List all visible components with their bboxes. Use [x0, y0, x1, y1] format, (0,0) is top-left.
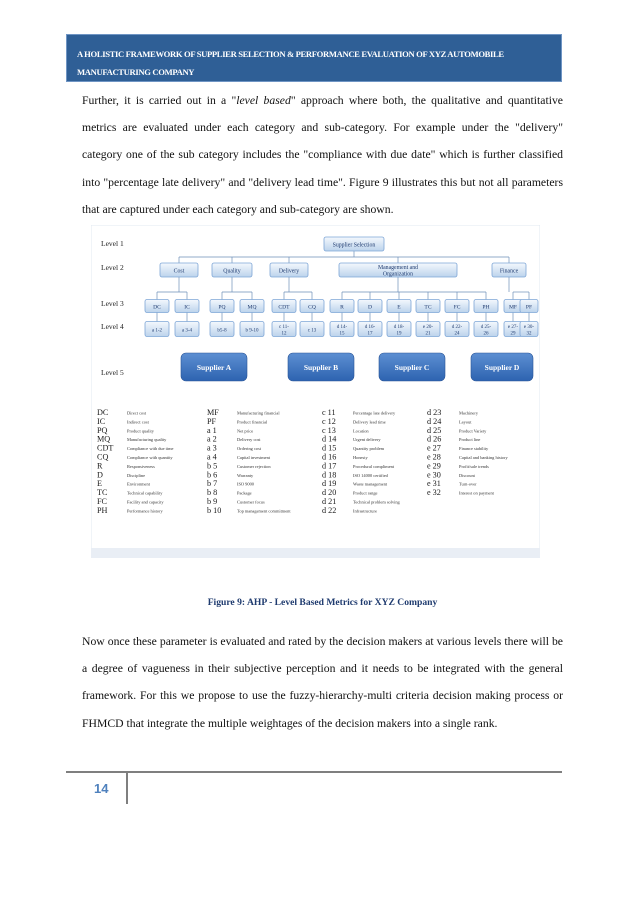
legend-code: d 16: [322, 452, 337, 462]
metric-1-label: a 3-4: [181, 328, 193, 334]
legend-description: Discount: [459, 472, 475, 478]
legend-code: CQ: [97, 452, 109, 462]
legend-code: d 14: [322, 434, 337, 444]
metric-7-label: 17: [367, 331, 373, 337]
metric-10-label: d 22-: [451, 325, 463, 331]
subcategory-12-label: MF: [508, 304, 518, 311]
para1-start: Further, it is carried out in a ": [82, 94, 237, 107]
subcategory-0-label: DC: [153, 304, 161, 311]
level-label: Level 5: [101, 368, 124, 377]
legend-code: a 4: [207, 452, 217, 462]
legend-code: d 19: [322, 479, 337, 489]
legend-description: Manufacturing quality: [127, 437, 167, 443]
legend-code: b 6: [207, 470, 218, 480]
legend-description: Location: [353, 428, 369, 434]
legend-description: Product financial: [237, 419, 268, 425]
legend-description: Technical capability: [127, 490, 163, 496]
category-3-label: Management and: [377, 265, 419, 272]
legend-description: Customer focus: [237, 499, 265, 505]
legend-code: d 21: [322, 497, 337, 506]
legend-description: Discipline: [127, 472, 146, 478]
metric-4-label: c 11-: [279, 325, 289, 331]
legend-code: e 30: [427, 470, 441, 480]
metric-7-label: d 16-: [364, 325, 376, 331]
legend-description: Waste management: [353, 481, 388, 487]
legend-code: D: [97, 470, 103, 480]
legend-description: Ordering cost: [237, 446, 262, 452]
legend-description: Direct cost: [127, 410, 147, 416]
subcategory-1-label: IC: [184, 304, 190, 311]
metric-13-label: e 30-: [523, 325, 535, 331]
subcategory-2-label: PQ: [218, 304, 226, 311]
header-line-1: A HOLISTIC FRAMEWORK OF SUPPLIER SELECTION & PERFORMANCE EVALUATION OF XYZ AUTOMOBILE: [77, 49, 504, 59]
legend-code: FC: [97, 497, 108, 506]
legend-description: Environment: [127, 481, 150, 487]
legend-code: R: [97, 461, 103, 471]
para1-rest: " approach where both, the qualitative and quantitative metrics are evaluated under each category and sub-category. For example under the "delivery" category one of the sub category includes the "compliance with due date" which is further classified into "percentage late delivery" and "delivery lead time". Figure 9 illustrates this but not all parameters that are captured under each category and sub-category are shown.: [82, 94, 563, 216]
subcategory-4-label: CDT: [278, 304, 290, 311]
legend-description: Responsiveness: [127, 463, 155, 469]
legend-description: Product range: [353, 490, 378, 496]
legend-description: Urgent delivery: [353, 437, 381, 443]
subcategory-10-label: FC: [453, 304, 461, 311]
footer-divider: [126, 773, 128, 804]
supplier-label: Supplier C: [394, 363, 430, 372]
legend-description: Procedural compliment: [353, 463, 395, 469]
legend-description: ISO 9000: [237, 481, 254, 487]
legend-description: Quantity problem: [353, 446, 385, 452]
legend-code: b 9: [207, 497, 218, 506]
metric-12-label: 29: [510, 331, 516, 337]
legend-code: d 15: [322, 443, 337, 453]
category-1-label: Quality: [223, 268, 241, 275]
legend-description: Net price: [237, 428, 254, 434]
metric-10-label: 24: [454, 331, 460, 337]
subcategory-9-label: TC: [424, 304, 432, 311]
legend-description: Profit/sale trends: [459, 463, 489, 469]
legend-code: d 24: [427, 416, 442, 426]
metric-13-label: 32: [526, 331, 532, 337]
level-label: Level 4: [101, 322, 124, 331]
metric-8-label: 19: [396, 331, 402, 337]
legend-description: Capital and banking history: [459, 455, 508, 460]
legend-description: Percentage late delivery: [353, 410, 396, 416]
legend-code: d 20: [322, 488, 337, 498]
legend-code: b 5: [207, 461, 218, 471]
legend-description: Warranty: [237, 472, 254, 478]
legend-code: c 13: [322, 425, 336, 435]
subcategory-11-label: PH: [482, 304, 490, 311]
legend-description: Machinery: [459, 410, 479, 416]
legend-code: PF: [207, 416, 217, 426]
subcategory-5-label: CQ: [308, 304, 316, 311]
legend-description: Honesty: [353, 455, 368, 460]
metric-4-label: 12: [281, 331, 287, 337]
legend-description: Delivery lead time: [353, 419, 386, 425]
legend-description: Performance history: [127, 508, 163, 514]
page-number: 14: [94, 781, 109, 796]
legend-description: Layout: [459, 419, 472, 425]
category-0-label: Cost: [173, 268, 185, 275]
legend-code: c 12: [322, 416, 336, 426]
legend-code: d 25: [427, 425, 442, 435]
metric-12-label: e 27-: [507, 325, 519, 331]
legend-code: b 10: [207, 505, 222, 515]
legend-code: c 11: [322, 408, 336, 417]
legend-code: e 32: [427, 488, 441, 498]
legend-description: Interest on payment: [459, 490, 494, 496]
level-label: Level 3: [101, 299, 124, 308]
header-line-2: MANUFACTURING COMPANY: [77, 67, 195, 77]
level-label: Level 1: [101, 239, 124, 248]
subcategory-7-label: D: [367, 304, 373, 311]
supplier-label: Supplier D: [484, 363, 520, 372]
legend-description: Product Variety: [459, 428, 487, 434]
category-2-label: Delivery: [278, 268, 300, 275]
legend-code: b 8: [207, 488, 218, 498]
legend-code: d 18: [322, 470, 337, 480]
legend-code: IC: [97, 416, 106, 426]
metric-5-label: c 13: [307, 328, 317, 334]
paragraph-conclusion: Now once these parameter is evaluated and rated by the decision makers at various levels there will be a degree of vagueness in their subjective perception and it needs to be integrated with the general framework. For this we propose to use the fuzzy-hierarchy-multi criteria decision making process or FHMCD that integrate the multiple weightages of the decision makers into a single rank.: [82, 635, 563, 730]
figure-caption: Figure 9: AHP - Level Based Metrics for XYZ Company: [207, 597, 438, 608]
root-node-label: Supplier Selection: [332, 242, 376, 249]
legend-code: d 23: [427, 408, 442, 417]
supplier-label: Supplier B: [303, 363, 339, 372]
metric-6-label: d 14-: [336, 325, 348, 331]
para1-italic: level based: [236, 94, 291, 107]
legend-description: Turn-over: [459, 481, 477, 487]
metric-9-label: 21: [425, 331, 431, 337]
legend-description: Indirect cost: [127, 419, 149, 425]
legend-code: e 29: [427, 461, 441, 471]
legend-description: Package: [237, 490, 252, 496]
legend-description: Product quality: [127, 428, 154, 434]
legend-code: a 1: [207, 425, 217, 435]
legend-code: b 7: [207, 479, 218, 489]
level-label: Level 2: [101, 263, 124, 272]
legend-code: MQ: [97, 434, 111, 444]
supplier-label: Supplier A: [196, 363, 232, 372]
ahp-hierarchy-figure: [91, 225, 540, 558]
running-header: [66, 34, 562, 82]
metric-9-label: e 20-: [422, 325, 434, 331]
legend-code: TC: [97, 488, 108, 498]
legend-description: Manufacturing financial: [237, 410, 280, 416]
legend-code: a 3: [207, 443, 217, 453]
metric-3-label: b 9-10: [245, 328, 259, 334]
legend-code: E: [97, 479, 103, 489]
legend-description: Infrastructure: [353, 508, 377, 514]
footer-rule: [66, 771, 562, 773]
legend-code: e 31: [427, 479, 441, 489]
subcategory-6-label: R: [340, 304, 344, 311]
legend-description: Finance stability: [459, 446, 489, 452]
metric-11-label: d 25-: [480, 325, 492, 331]
legend-code: CDT: [97, 443, 114, 453]
legend-description: Customer rejection: [237, 463, 271, 469]
metric-8-label: d 18-: [393, 325, 405, 331]
legend-description: Product line: [459, 437, 481, 443]
legend-description: Technical problem solving: [353, 499, 400, 505]
legend-description: Compliance with due time: [127, 446, 174, 452]
legend-description: Facility and capacity: [127, 499, 164, 505]
paragraph-intro: [82, 87, 563, 223]
legend-code: DC: [97, 408, 109, 417]
subcategory-13-label: PF: [525, 304, 533, 311]
category-3-label: Organization: [382, 271, 414, 278]
legend-code: d 22: [322, 505, 337, 515]
subcategory-3-label: MQ: [247, 304, 257, 311]
subcategory-8-label: E: [397, 304, 401, 311]
legend-description: Capital investment: [237, 455, 271, 460]
legend-code: d 26: [427, 434, 442, 444]
metric-0-label: a 1-2: [151, 328, 163, 334]
legend-code: e 28: [427, 452, 441, 462]
legend-code: a 2: [207, 434, 217, 444]
legend-description: Delivery cost: [237, 437, 261, 443]
legend-code: MF: [207, 408, 219, 417]
metric-11-label: 26: [483, 331, 489, 337]
legend-description: Top management commitment: [237, 508, 291, 514]
category-4-label: Finance: [499, 268, 519, 275]
legend-description: Compliance with quantity: [127, 455, 173, 460]
metric-2-label: b5-8: [217, 328, 227, 334]
legend-code: PQ: [97, 425, 108, 435]
legend-description: ISO 14000 certified: [353, 472, 388, 478]
legend-code: d 17: [322, 461, 337, 471]
metric-6-label: 15: [339, 331, 345, 337]
figure-shadow: [91, 548, 540, 558]
legend-code: PH: [97, 505, 108, 515]
legend-code: e 27: [427, 443, 441, 453]
